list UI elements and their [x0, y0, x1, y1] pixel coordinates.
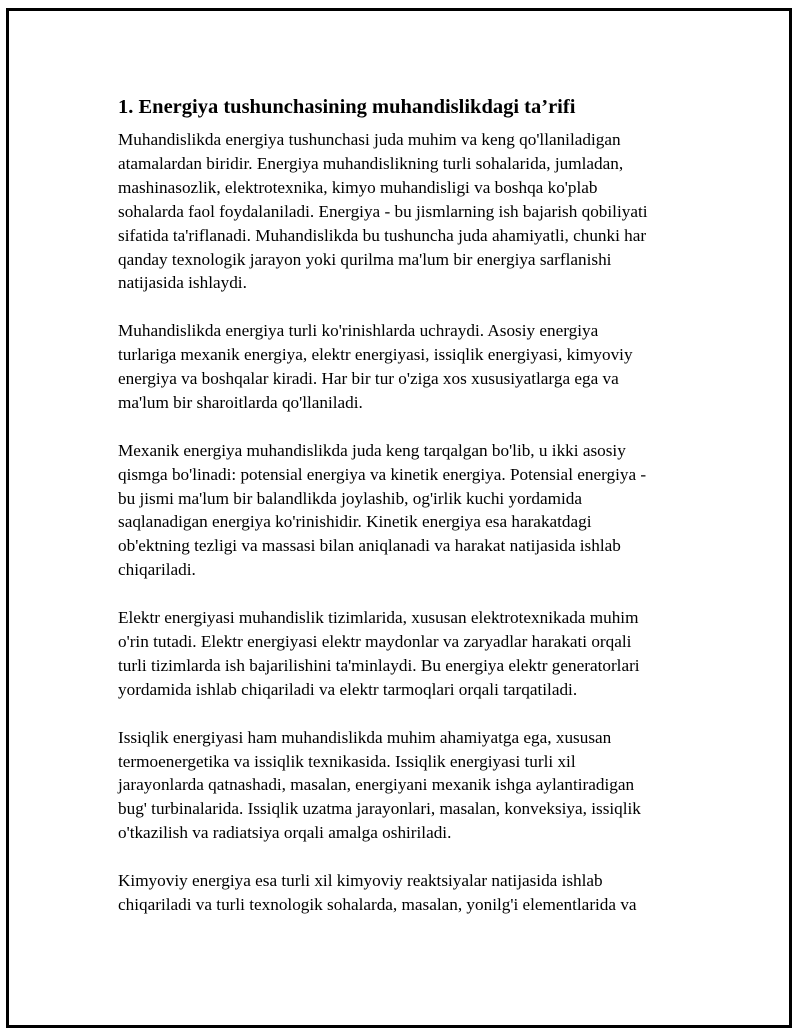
text-line: yordamida ishlab chiqariladi va elektr tarmoqlari orqali tarqatiladi. — [118, 679, 578, 699]
text-line: mashinasozlik, elektrotexnika, kimyo muhandisligi va boshqa ko'plab — [118, 177, 598, 197]
text-line: jarayonlarda qatnashadi, masalan, energiyani mexanik ishga aylantiradigan — [118, 775, 635, 795]
paragraph-3 — [118, 439, 693, 582]
text-line: Mexanik energiya muhandislikda juda keng tarqalgan bo'lib, u ikki asosiy — [118, 440, 626, 460]
text-line: Muhandislikda energiya tushunchasi juda muhim va keng qo'llaniladigan — [118, 130, 621, 149]
text-line: turli tizimlarda ish bajarilishini ta'minlaydi. Bu energiya elektr generatorlari — [118, 655, 640, 675]
text-line: o'rin tutadi. Elektr energiyasi elektr maydonlar va zaryadlar harakati orqali — [118, 631, 632, 651]
text-line: atamalardan biridir. Energiya muhandislikning turli sohalarida, jumladan, — [118, 153, 624, 173]
text-line: qismga bo'linadi: potensial energiya va kinetik energiya. Potensial energiya - — [118, 464, 647, 484]
text-line: energiya va boshqalar kiradi. Har bir tur o'ziga xos xususiyatlarga ega va — [118, 369, 619, 389]
paragraph-6 — [118, 869, 693, 917]
paragraph-1 — [118, 128, 693, 295]
text-line: sifatida ta'riflanadi. Muhandislikda bu tushuncha juda ahamiyatli, chunki har — [118, 225, 647, 245]
document-body — [118, 92, 693, 941]
text-line: qanday texnologik jarayon yoki qurilma ma'lum bir energiya sarflanishi — [118, 249, 612, 269]
paragraph-4 — [118, 606, 693, 702]
paragraph-5 — [118, 726, 693, 846]
text-line: bu jismi ma'lum bir balandlikda joylashib, og'irlik kuchi yordamida — [118, 488, 582, 508]
text-line: ob'ektning tezligi va massasi bilan aniqlanadi va harakat natijasida ishlab — [118, 536, 621, 556]
text-line: bug' turbinalarida. Issiqlik uzatma jarayonlari, masalan, konveksiya, issiqlik — [118, 799, 641, 819]
text-line: saqlanadigan energiya ko'rinishidir. Kinetik energiya esa harakatdagi — [118, 512, 592, 532]
paragraph-2 — [118, 319, 693, 415]
text-line: natijasida ishlaydi. — [118, 273, 247, 293]
text-line: Elektr energiyasi muhandislik tizimlarida, xususan elektrotexnikada muhim — [118, 608, 639, 628]
text-line: chiqariladi va turli texnologik sohalarda, masalan, yonilg'i elementlarida va — [118, 894, 637, 914]
text-line: Kimyoviy energiya esa turli xil kimyoviy reaktsiyalar natijasida ishlab — [118, 871, 603, 891]
text-line: termoenergetika va issiqlik texnikasida. Issiqlik energiyasi turli xil — [118, 751, 576, 771]
section-heading: 1. Energiya tushunchasining muhandislikdagi ta’rifi — [118, 96, 576, 118]
text-line: ma'lum bir sharoitlarda qo'llaniladi. — [118, 392, 363, 412]
text-line: sohalarda faol foydalaniladi. Energiya - bu jismlarning ish bajarish qobiliyati — [118, 201, 648, 221]
text-line: Muhandislikda energiya turli ko'rinishlarda uchraydi. Asosiy energiya — [118, 321, 599, 341]
text-line: Issiqlik energiyasi ham muhandislikda muhim ahamiyatga ega, xususan — [118, 727, 612, 747]
text-line: turlariga mexanik energiya, elektr energiyasi, issiqlik energiyasi, kimyoviy — [118, 345, 633, 365]
text-line: chiqariladi. — [118, 560, 196, 580]
text-line: o'tkazilish va radiatsiya orqali amalga oshiriladi. — [118, 823, 452, 843]
